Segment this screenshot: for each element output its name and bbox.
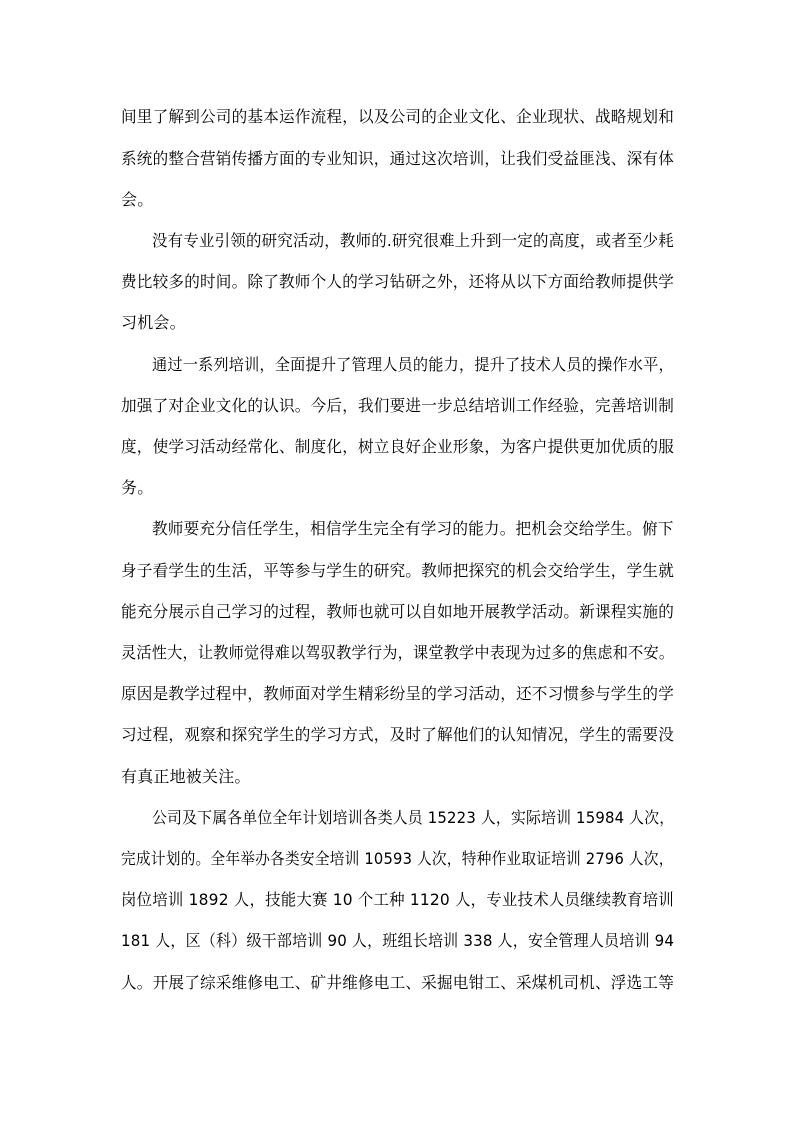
text-line-7: 通过一系列培训，全面提升了管理人员的能力，提升了技术人员的操作水平， — [152, 355, 674, 374]
text-line-15: 原因是教学过程中，教师面对学生精彩纷呈的学习活动，还不习惯参与学生的学 — [121, 684, 675, 703]
text-line-20: 岗位培训 1892 人，技能大赛 10 个工种 1120 人，专业技术人员继续教育培训 — [121, 890, 674, 909]
text-line-16: 习过程，观察和探究学生的学习方式，及时了解他们的认知情况，学生的需要没 — [121, 725, 675, 744]
text-line-21: 181 人，区（科）级干部培训 90 人，班组长培训 338 人，安全管理人员培训 94 — [121, 931, 675, 950]
text-line-19: 完成计划的。全年举办各类安全培训 10593 人次，特种作业取证培训 2796 人次， — [121, 849, 674, 868]
text-line-5: 费比较多的时间。除了教师个人的学习钻研之外，还将从以下方面给教师提供学 — [121, 272, 675, 291]
text-line-22: 人。开展了综采维修电工、矿井维修电工、采掘电钳工、采煤机司机、浮选工等 — [121, 973, 675, 992]
text-line-8: 加强了对企业文化的认识。今后，我们要进一步总结培训工作经验，完善培训制 — [121, 396, 675, 415]
text-line-2: 系统的整合营销传播方面的专业知识，通过这次培训，让我们受益匪浅、深有体 — [121, 149, 675, 168]
text-line-4: 没有专业引领的研究活动，教师的.研究很难上升到一定的高度，或者至少耗 — [152, 231, 674, 250]
text-line-14: 灵活性大，让教师觉得难以驾驭教学行为，课堂教学中表现为过多的焦虑和不安。 — [121, 643, 675, 662]
text-line-12: 身子看学生的生活，平等参与学生的研究。教师把探究的机会交给学生，学生就 — [121, 561, 675, 580]
text-line-11: 教师要充分信任学生，相信学生完全有学习的能力。把机会交给学生。俯下 — [152, 519, 674, 538]
text-line-1: 间里了解到公司的基本运作流程，以及公司的企业文化、企业现状、战略规划和 — [121, 107, 675, 126]
text-line-3: 会。 — [121, 190, 154, 209]
text-line-18: 公司及下属各单位全年计划培训各类人员 15223 人，实际培训 15984 人次， — [152, 808, 675, 827]
text-line-17: 有真正地被关注。 — [121, 767, 251, 786]
text-line-9: 度，使学习活动经常化、制度化，树立良好企业形象，为客户提供更加优质的服 — [121, 437, 675, 456]
text-line-6: 习机会。 — [121, 313, 186, 332]
text-line-10: 务。 — [121, 478, 154, 497]
text-line-13: 能充分展示自己学习的过程，教师也就可以自如地开展教学活动。新课程实施的 — [121, 602, 675, 621]
